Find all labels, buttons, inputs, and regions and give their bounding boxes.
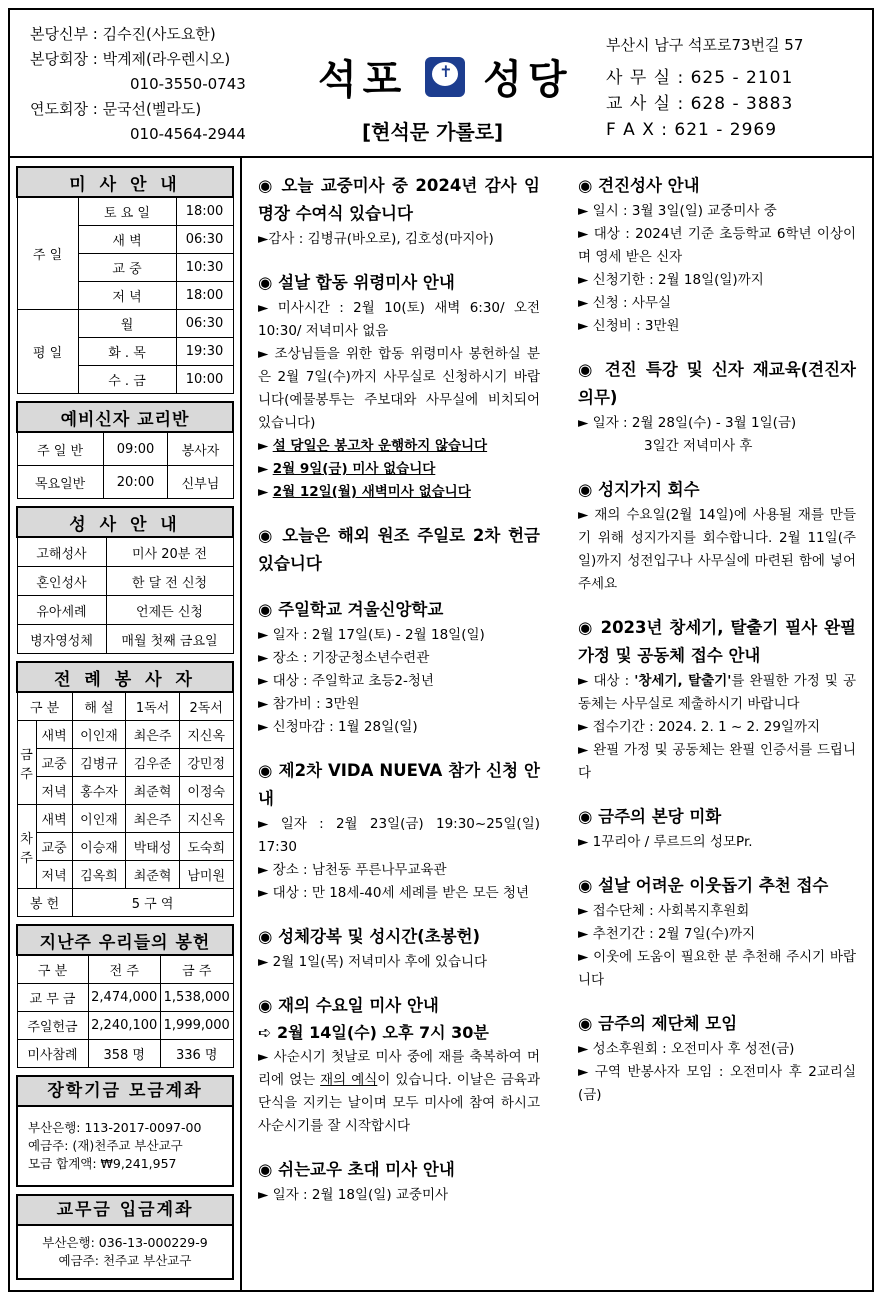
class-name: 주 일 반 [17,432,103,466]
server-name: 김병규 [72,749,126,777]
staff-info [30,22,246,147]
notice-text: ► 신청 : 사무실 [578,295,672,311]
notice-text: ► 접수단체 : 사회복지후원회 [578,903,750,919]
offering-value: 2,240,100 [88,1012,161,1040]
notice-text: ► 신청기한 : 2월 18일(일)까지 [578,272,764,288]
mass-name: 교중 [36,833,72,861]
mass-name: 화 . 목 [78,338,176,366]
youth-phone: 010-4564-2944 [130,125,246,143]
mass-time: 10:00 [176,366,233,394]
notice-heading: ◉ 금주의 제단체 모임 [578,1010,856,1038]
server-name: 도숙희 [179,833,233,861]
notice-heading: ◉ 설날 합동 위령미사 안내 [258,269,540,297]
notice-bible-transcription [578,614,856,785]
table-row [17,833,233,861]
notice-neighbor-help [578,872,856,992]
mass-name: 새벽 [36,805,72,833]
notice-text: ► 대상 : 만 18세-40세 세례를 받은 모든 청년 [258,885,530,901]
server-name: 지신옥 [179,805,233,833]
table-row [17,197,233,226]
column-divider [240,156,242,1292]
notice-text: ► 조상님들을 위한 합동 위령미사 봉헌하실 분은 2월 7일(수)까지 사무실로 신청하시기 바랍니다(예물봉투는 주보대와 사무실에 비치되어 있습니다) [258,346,540,431]
notice-text: ► 신청비 : 3만원 [578,318,680,334]
sacrament-name: 병자영성체 [17,625,106,654]
mass-time: 18:00 [176,282,233,310]
office-phone: 사 무 실 : 625 - 2101 [606,68,794,88]
class-time: 20:00 [103,466,168,499]
mass-name: 교 중 [78,254,176,282]
server-name: 최은주 [126,721,180,749]
notice-palm-collection [578,476,856,596]
notice-second-collection [258,522,540,578]
notice-text: ► 일시 : 3월 3일(일) 교중미사 중 [578,203,777,219]
mass-name: 월 [78,310,176,338]
notice-heading: ◉ 오늘은 해외 원조 주일로 2차 헌금 있습니다 [258,522,540,578]
notice-invite-mass [258,1156,540,1207]
mass-schedule-table [16,166,234,394]
sacrament-name: 유아세례 [17,596,106,625]
notice-text: ► 2월 9일(금) 미사 없습니다 [258,461,436,477]
liturgy-title: 전 례 봉 사 자 [17,662,233,692]
notice-text: ► 설 당일은 봉고차 운행하지 않습니다 [258,438,488,454]
weekday-label: 평 일 [17,310,78,394]
notice-text: ► 접수기간 : 2024. 2. 1 ~ 2. 29일까지 [578,719,821,735]
notice-text: ► 장소 : 기장군청소년수련관 [258,650,430,666]
mass-schedule-title: 미 사 안 내 [17,167,233,197]
server-name: 박태성 [126,833,180,861]
notice-text-part: ► 사순시기 첫날로 미사 중에 재를 축복하여 머리에 얹는 [258,1049,540,1088]
notice-heading: ◉ 성체강복 및 성시간(초봉헌) [258,923,540,951]
offering-title: 지난주 우리들의 봉헌 [17,925,233,955]
notice-heading: ◉ 성지가지 회수 [578,476,856,504]
pastor-name: 김수진(사도요한) [102,25,216,43]
this-week-label: 금주 [17,721,36,805]
catechumen-title: 예비신자 교리반 [17,402,233,432]
scholarship-account [16,1075,234,1187]
notice-text: ► 일자 : 2월 28일(수) - 3월 1일(금) [578,415,797,431]
class-teacher: 봉사자 [168,432,233,466]
notice-confirmation-lecture [578,356,856,458]
table-row [17,537,233,567]
table-row [17,1040,233,1068]
offering-label: 주일헌금 [17,1012,88,1040]
column-header: 해 설 [72,692,126,721]
offering-value: 2,474,000 [88,984,161,1012]
sacrament-info: 매월 첫째 금요일 [106,625,233,654]
church-title [318,48,573,105]
account-line: 예금주: (재)천주교 부산교구 [28,1138,183,1153]
offering-label: 미사참례 [17,1040,88,1068]
table-row [17,777,233,805]
notice-emphasis: 2월 12일(월) 새벽미사 없습니다 [272,484,471,500]
server-name: 남미원 [179,861,233,889]
notice-text: ► 신청마감 : 1월 28일(일) [258,719,418,735]
table-row [17,692,233,721]
notice-emphasis: 2월 9일(금) 미사 없습니다 [272,461,436,477]
mass-name: 새 벽 [78,226,176,254]
chair-phone: 010-3550-0743 [130,75,246,93]
column-header: 구 분 [17,955,88,984]
notice-heading: ◉ 주일학교 겨울신앙학교 [258,596,540,624]
church-subtitle: [현석문 가롤로] [362,120,504,144]
mass-time: 06:30 [176,310,233,338]
notice-subheading: ➪ 2월 14일(수) 오후 7시 30분 [258,1023,489,1042]
scholarship-title: 장학기금 모금계좌 [18,1077,232,1107]
notice-heading: ◉ 재의 수요일 미사 안내 [258,992,540,1020]
notice-text [258,1046,540,1138]
notice-confirmation [578,172,856,338]
column-header: 2독서 [179,692,233,721]
notice-text: ► 1꾸리아 / 루르드의 성모Pr. [578,834,753,850]
table-row [17,955,233,984]
mass-name: 저녁 [36,861,72,889]
column-header: 구 분 [17,692,72,721]
mass-name: 새벽 [36,721,72,749]
server-name: 이인재 [72,805,126,833]
table-row [17,625,233,654]
notice-appointment [258,172,540,251]
server-name: 최은주 [126,805,180,833]
notice-text: ►감사 : 김병규(바오로), 김호성(마지아) [258,231,494,247]
notice-group-meetings [578,1010,856,1107]
server-name: 김옥희 [72,861,126,889]
notice-text: ► 구역 반봉사자 모임 : 오전미사 후 2교리실(금) [578,1064,856,1103]
notice-emphasis: 재의 예식 [320,1072,378,1088]
table-row [17,567,233,596]
server-name: 이인재 [72,721,126,749]
table-row [17,596,233,625]
server-name: 강민정 [179,749,233,777]
sacrament-name: 혼인성사 [17,567,106,596]
offering-value: 336 명 [161,1040,234,1068]
notice-text: ► 2월 12일(월) 새벽미사 없습니다 [258,484,471,500]
contact-info [606,34,846,143]
chair-name: 박계제(라우렌시오) [102,50,231,68]
sacrament-name: 고해성사 [17,537,106,567]
table-row [17,805,233,833]
server-name: 홍수자 [72,777,126,805]
bulletin-header [10,10,872,158]
offer-label: 봉 헌 [17,889,72,917]
table-row [17,861,233,889]
notice-text: ► 장소 : 남천동 푸른나무교육관 [258,862,447,878]
notice-heading: ◉ 오늘 교중미사 중 2024년 감사 임명장 수여식 있습니다 [258,172,540,228]
dues-title: 교무금 입금계좌 [18,1196,232,1226]
offering-label: 교 무 금 [17,984,88,1012]
class-time: 09:00 [103,432,168,466]
account-line: 모금 합계액: ₩9,241,957 [28,1156,177,1171]
mass-time: 06:30 [176,226,233,254]
server-name: 김우준 [126,749,180,777]
sunday-label: 주 일 [17,197,78,310]
fax-number: F A X : 621 - 2969 [606,120,778,140]
class-name: 목요일반 [17,466,103,499]
table-row [17,466,233,499]
youth-label: 연도회장 : [30,100,98,118]
offering-table [16,924,234,1068]
offer-value: 5 구 역 [72,889,233,917]
server-name: 이정숙 [179,777,233,805]
notice-text [578,670,856,716]
notice-memorial-mass [258,269,540,504]
server-name: 지신옥 [179,721,233,749]
mass-time: 10:30 [176,254,233,282]
dues-account [16,1194,234,1280]
notices-column-1 [258,172,540,1225]
notice-text: 3일간 저녁미사 후 [644,438,753,454]
server-name: 최준혁 [126,861,180,889]
teachers-phone: 교 사 실 : 628 - 3883 [606,94,794,114]
notice-heading: ◉ 제2차 VIDA NUEVA 참가 신청 안내 [258,757,540,813]
column-header: 금 주 [161,955,234,984]
account-line: 예금주: 천주교 부산교구 [58,1253,192,1268]
notice-benediction [258,923,540,974]
notice-text: ► 재의 수요일(2월 14일)에 사용될 재를 만들기 위해 성지가지를 회수합니다. 2월 11일(주일)까지 성전입구나 사무실에 마련된 함에 넣어주세요 [578,507,856,592]
sacrament-title: 성 사 안 내 [17,507,233,537]
notice-vida-nueva [258,757,540,905]
youth-name: 문국선(벨라도) [102,100,202,118]
notice-text: ► 미사시간 : 2월 10(토) 새벽 6:30/ 오전 10:30/ 저녁미사 없음 [258,300,540,339]
table-row [17,310,233,338]
notice-heading: ◉ 금주의 본당 미화 [578,803,856,831]
sacrament-table [16,506,234,654]
table-row [17,432,233,466]
class-teacher: 신부님 [168,466,233,499]
table-row [17,721,233,749]
notice-text: ► 추천기간 : 2월 7일(수)까지 [578,926,756,942]
liturgy-servers-table [16,661,234,917]
offering-value: 1,538,000 [161,984,234,1012]
table-row [17,889,233,917]
notice-text: ► 일자 : 2월 23일(금) 19:30~25일(일) 17:30 [258,816,540,855]
notices-column-2 [578,172,856,1125]
mass-name: 저 녁 [78,282,176,310]
church-title-left: 석포 [318,57,408,103]
offering-value: 1,999,000 [161,1012,234,1040]
church-address: 부산시 남구 석포로73번길 57 [606,36,804,54]
account-line: 부산은행: 113-2017-0097-00 [28,1120,202,1135]
mass-name: 토 요 일 [78,197,176,226]
sacrament-info: 언제든 신청 [106,596,233,625]
mass-name: 수 . 금 [78,366,176,394]
table-row [17,749,233,777]
notice-text: ► 일자 : 2월 18일(일) 교중미사 [258,1187,449,1203]
church-logo-icon [425,57,465,97]
server-name: 최준혁 [126,777,180,805]
notice-text-part: 를 완필한 가정 및 공동체는 사무실로 제출하시기 바랍니다 [578,673,857,712]
notice-cleaning [578,803,856,854]
table-row [17,984,233,1012]
column-header: 전 주 [88,955,161,984]
left-sidebar [16,166,234,1287]
mass-name: 저녁 [36,777,72,805]
mass-time: 18:00 [176,197,233,226]
notice-text: ► 성소후원회 : 오전미사 후 성전(금) [578,1041,795,1057]
account-line: 부산은행: 036-13-000229-9 [42,1235,208,1250]
notice-text: ► 대상 : 2024년 기준 초등학교 6학년 이상이며 영세 받은 신자 [578,226,856,265]
notice-heading: ◉ 쉬는교우 초대 미사 안내 [258,1156,540,1184]
notice-text: ► 참가비 : 3만원 [258,696,360,712]
sacrament-info: 미사 20분 전 [106,537,233,567]
mass-name: 교중 [36,749,72,777]
notice-text-part: 이 있습니다. 이날은 금육과 단식을 지키는 날이며 모두 미사에 참여 하시고 사순시기를 잘 시작합시다 [258,1072,540,1134]
notice-winter-school [258,596,540,739]
notice-text: ► 완필 가정 및 공동체는 완필 인증서를 드립니다 [578,742,856,781]
notice-text: ► 2월 1일(목) 저녁미사 후에 있습니다 [258,954,488,970]
notice-heading: ◉ 2023년 창세기, 탈출기 필사 완필 가정 및 공동체 접수 안내 [578,614,856,670]
notice-text: ► 대상 : 주일학교 초등2-청년 [258,673,434,689]
notice-heading: ◉ 설날 어려운 이웃돕기 추천 접수 [578,872,856,900]
server-name: 이승재 [72,833,126,861]
notice-emphasis: 설 당일은 봉고차 운행하지 않습니다 [272,438,488,454]
notice-text-part: ► 대상 : [578,673,635,689]
notice-ash-wednesday [258,992,540,1138]
church-title-right: 성당 [483,57,573,103]
pastor-label: 본당신부 : [30,25,98,43]
mass-time: 19:30 [176,338,233,366]
notice-heading: ◉ 견진성사 안내 [578,172,856,200]
column-header: 1독서 [126,692,180,721]
catechumen-table [16,401,234,499]
notice-text: ► 일자 : 2월 17일(토) - 2월 18일(일) [258,627,485,643]
table-row [17,1012,233,1040]
offering-value: 358 명 [88,1040,161,1068]
notice-text: ► 이웃에 도움이 필요한 분 추천해 주시기 바랍니다 [578,949,856,988]
chair-label: 본당회장 : [30,50,98,68]
next-week-label: 차주 [17,805,36,889]
sacrament-info: 한 달 전 신청 [106,567,233,596]
notice-heading: ◉ 견진 특강 및 신자 재교육(견진자 의무) [578,356,856,412]
notice-emphasis: '창세기, 탈출기' [634,673,732,689]
